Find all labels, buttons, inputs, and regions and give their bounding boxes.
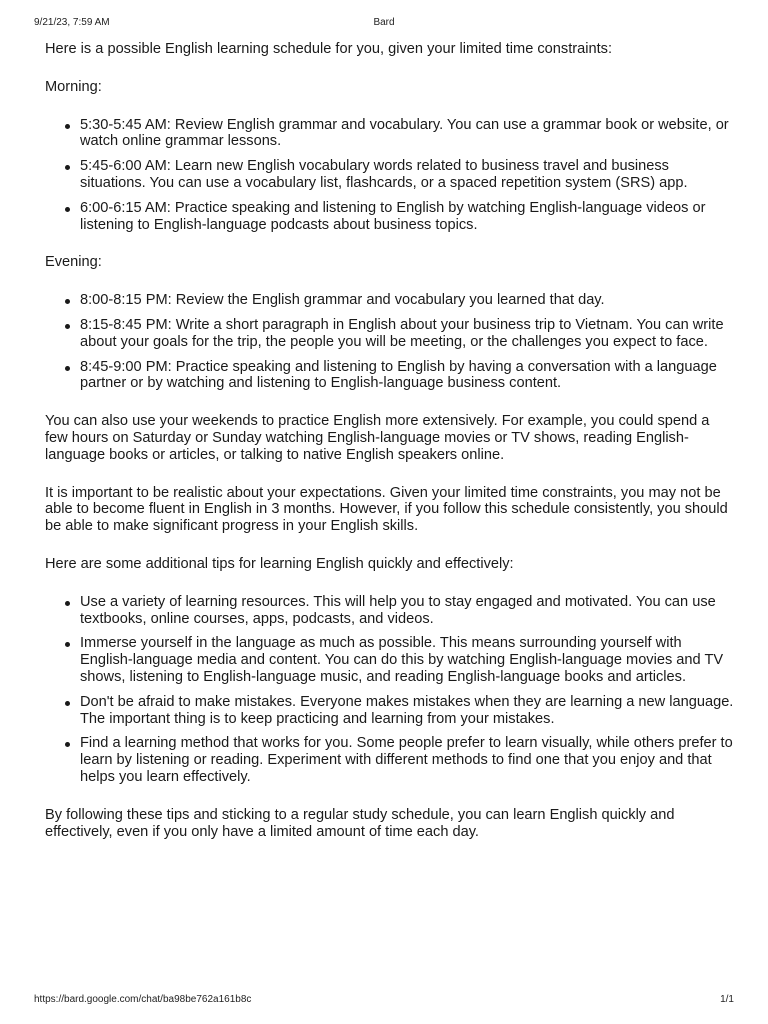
page-url-link[interactable]: https://bard.google.com/chat/ba98be762a161b8c [34, 994, 252, 1005]
page-number: 1/1 [720, 994, 734, 1005]
list-item: 5:45-6:00 AM: Learn new English vocabulary words related to business travel and business situations. You can use a vocabulary list, flashcards, or a spaced repetition system (SRS) app. [80, 158, 735, 192]
print-header [34, 17, 734, 31]
intro-paragraph: Here is a possible English learning schedule for you, given your limited time constraints: [45, 41, 613, 57]
list-item: 8:15-8:45 PM: Write a short paragraph in English about your business trip to Vietnam. You can write about your goals for the trip, the people you will be meeting, or the challenges you expect to face. [80, 317, 735, 351]
list-item: 6:00-6:15 AM: Practice speaking and listening to English by watching English-language videos or listening to English-language podcasts about business topics. [80, 200, 735, 234]
realistic-paragraph: It is important to be realistic about your expectations. Given your limited time constraints, you may not be able to become fluent in English in 3 months. However, if you follow this schedule consistently, you should be able to make significant progress in your English skills. [45, 484, 728, 535]
list-item: Don't be afraid to make mistakes. Everyone makes mistakes when they are learning a new language. The important thing is to keep practicing and learning from your mistakes. [80, 693, 734, 727]
weekend-paragraph: You can also use your weekends to practice English more extensively. For example, you could spend a few hours on Saturday or Sunday watching English-language movies or TV shows, reading English-language books or articles, or talking to native English speakers online. [45, 413, 710, 463]
morning-list [45, 117, 735, 234]
list-item: Immerse yourself in the language as much as possible. This means surrounding yourself with English-language media and content. You can do this by watching English-language movies and TV shows, listening to English-language music, and reading English-language books and articles. [80, 635, 735, 685]
list-item: Use a variety of learning resources. This will help you to stay engaged and motivated. You can use textbooks, online courses, apps, podcasts, and videos. [80, 594, 735, 628]
evening-list [45, 292, 735, 392]
list-item: 5:30-5:45 AM: Review English grammar and vocabulary. You can use a grammar book or website, or watch online grammar lessons. [80, 117, 735, 151]
morning-heading: Morning: [45, 78, 102, 95]
closing-paragraph: By following these tips and sticking to a regular study schedule, you can learn English quickly and effectively, even if you only have a limited amount of time each day. [45, 806, 675, 840]
tips-heading: Here are some additional tips for learning English quickly and effectively: [45, 555, 514, 572]
print-date: 9/21/23, 7:59 AM [34, 17, 110, 28]
print-footer [34, 994, 734, 1008]
list-item: Find a learning method that works for you. Some people prefer to learn visually, while others prefer to learn by listening or reading. Experiment with different methods to find one that you enjoy and that helps you learn effectively. [80, 735, 735, 785]
document-body [45, 41, 735, 861]
list-item: 8:00-8:15 PM: Review the English grammar and vocabulary you learned that day. [80, 292, 735, 309]
evening-heading: Evening: [45, 254, 102, 271]
print-title: Bard [373, 17, 395, 28]
tips-list [45, 594, 735, 786]
list-item: 8:45-9:00 PM: Practice speaking and listening to English by having a conversation with a language partner or by watching and listening to English-language business content. [80, 359, 735, 393]
